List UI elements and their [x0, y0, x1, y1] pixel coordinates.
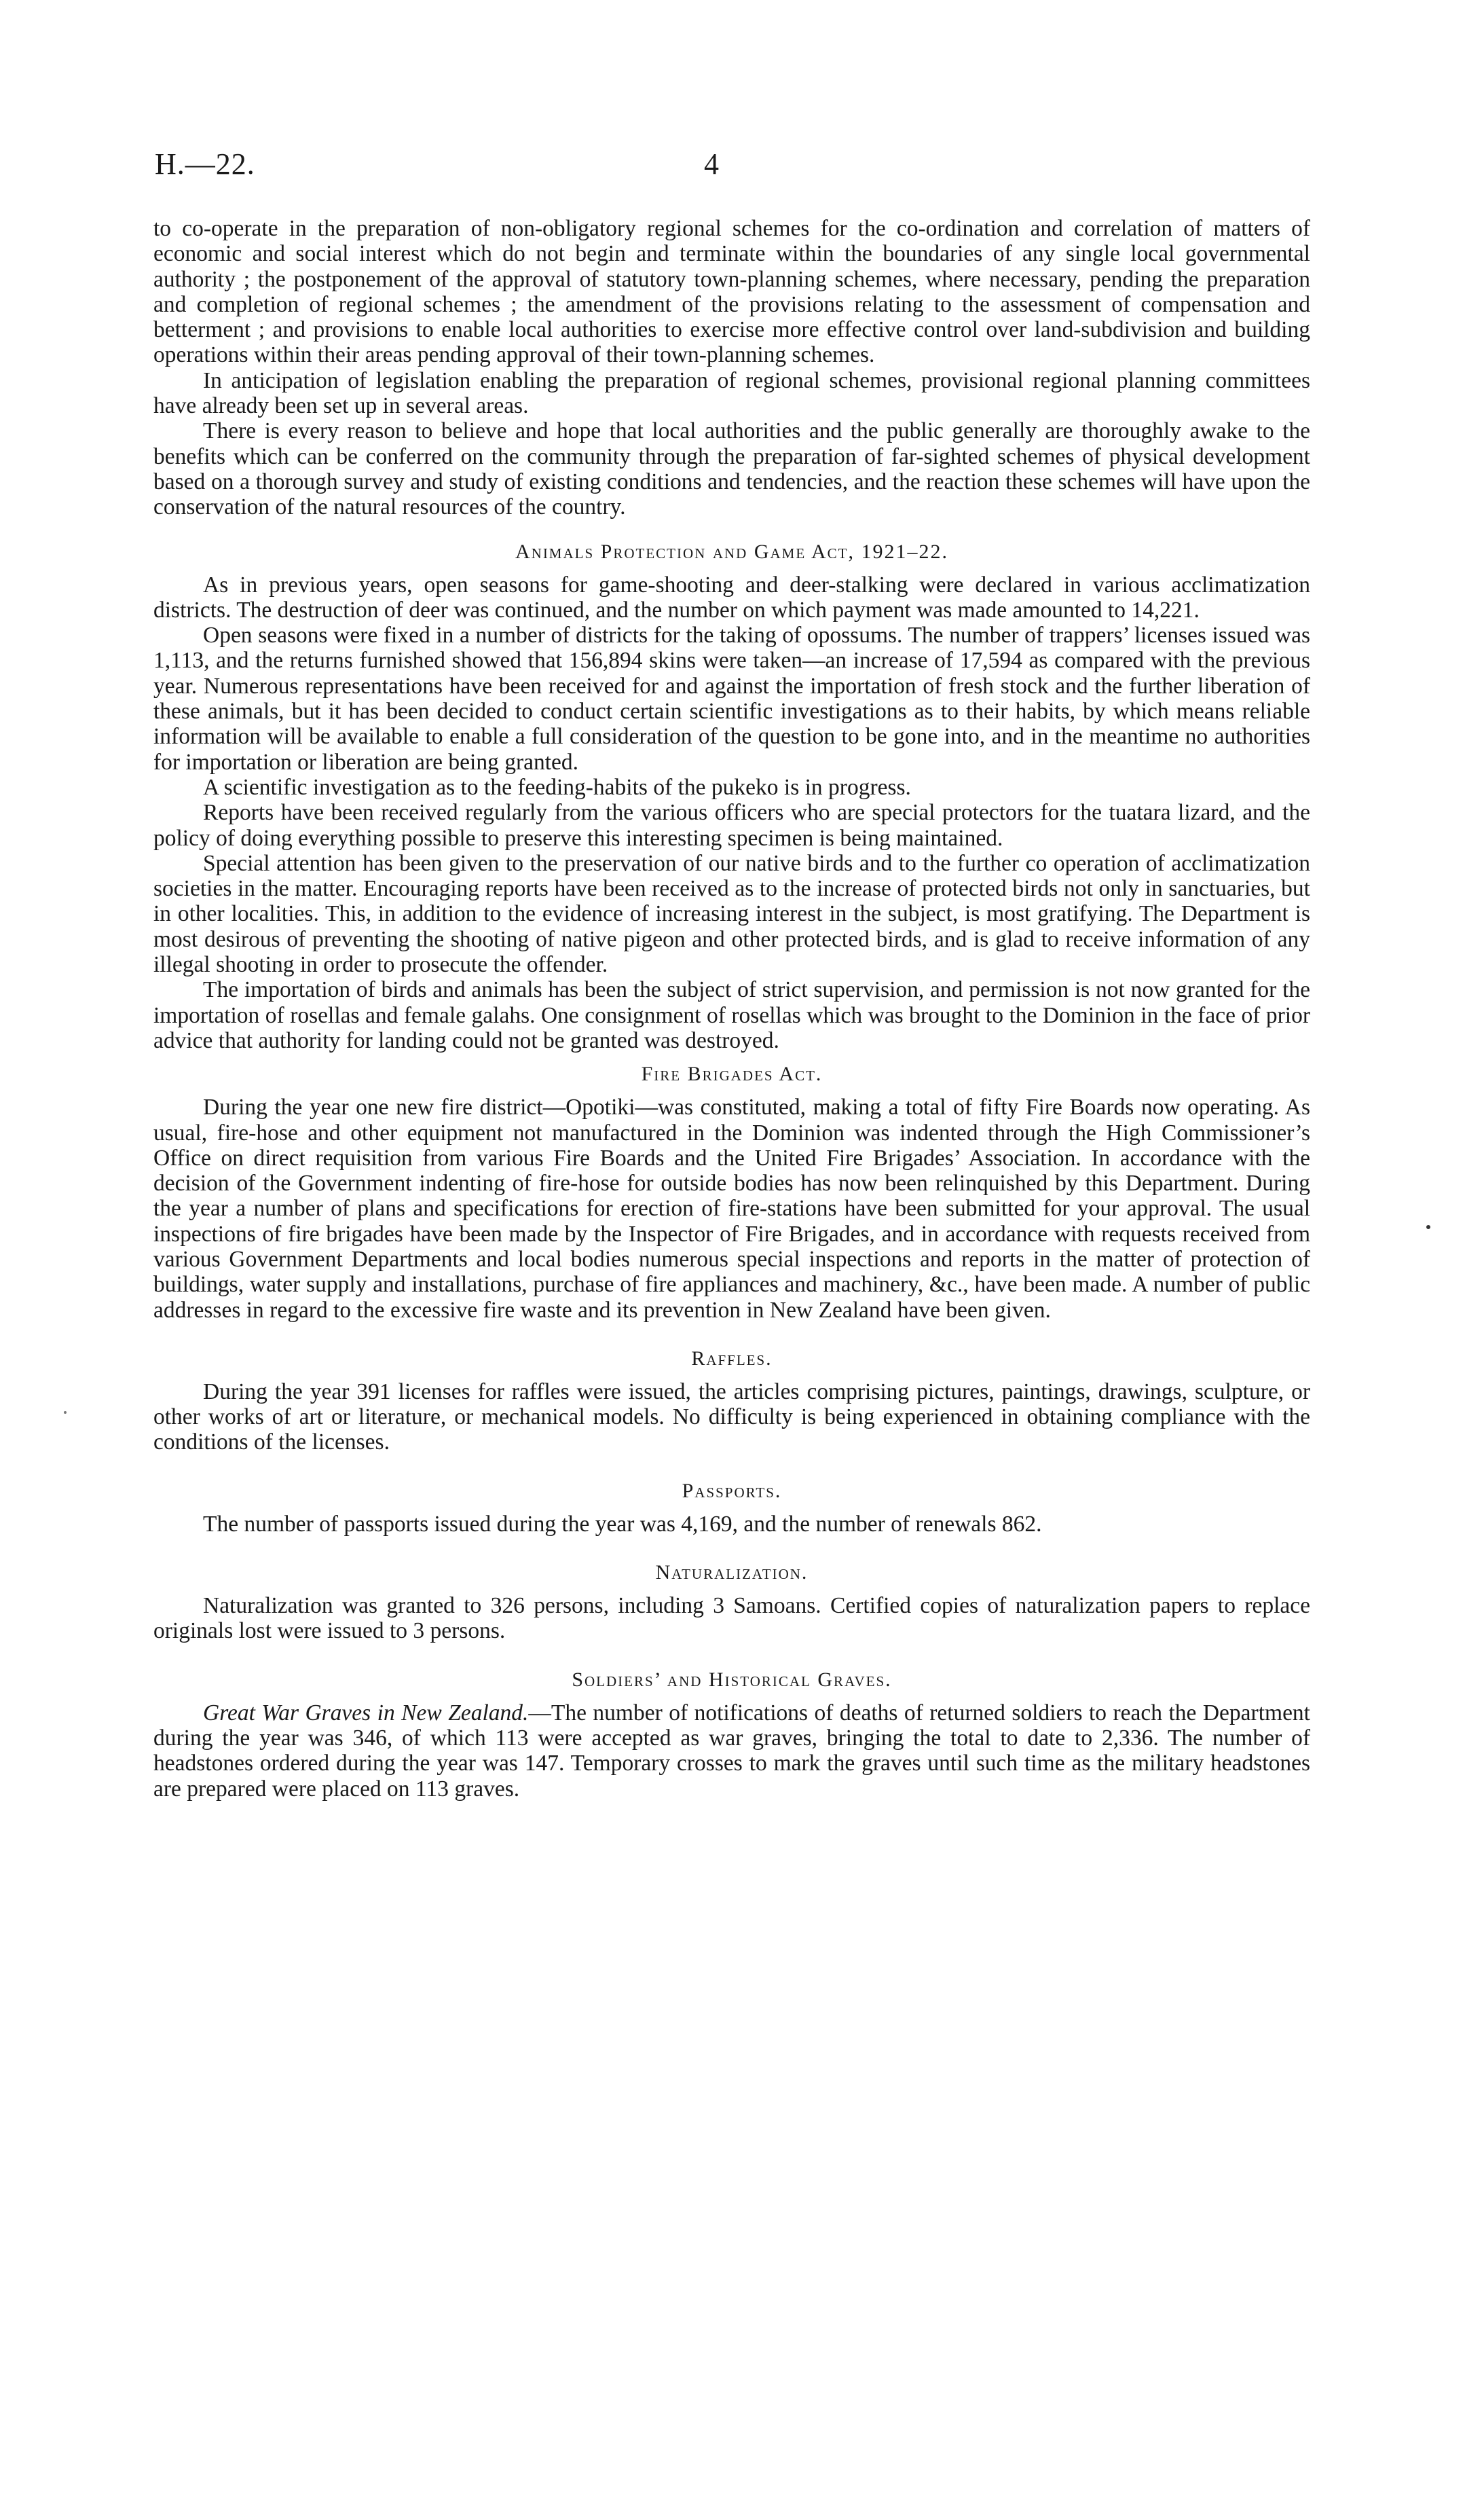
graves-body-text: —The number of notifications of deaths of returned soldiers to reach the Department during the year was 346, of which 113 were accepted as war graves, bringing the total to date to 2,336. The number of headstones ordered during the year was 147. Temporary crosses to mark the graves until such time as the military headstones are prepared were placed on 113 graves.: [153, 1700, 1310, 1802]
intro-paragraph-2: In anticipation of legislation enabling the preparation of regional schemes, provisional regional planning committees have already been set up in several areas.: [153, 367, 1310, 419]
intro-paragraph-1: to co-operate in the preparation of non-obligatory regional schemes for the co-ordination and correlation of matters of economic and social interest which do not begin and terminate within the boundaries of any single local governmental authority ; the postponement of the approval of statutory town-planning schemes, where necessary, pending the preparation and completion of regional schemes ; the amendment of the provisions relating to the assessment of compensation and betterment ; and provisions to enable local authorities to exercise more effective control over land-subdivision and building operations within their areas pending approval of their town-planning schemes.: [153, 216, 1310, 368]
animals-paragraph-1: As in previous years, open seasons for game-shooting and deer-stalking were declared in various acclimatization districts. The destruction of deer was continued, and the number on which payment was made amounted to 14,221.: [153, 572, 1310, 623]
heading-naturalization: Naturalization.: [655, 1561, 809, 1584]
raffles-paragraph-1: During the year 391 licenses for raffles were issued, the articles comprising pictures, paintings, drawings, sculpture, or other works of art or literature, or mechanical models. No difficulty is being experienced in obtaining compliance with the conditions of the licenses.: [153, 1378, 1310, 1455]
passports-paragraph-1: The number of passports issued during the year was 4,169, and the number of renewals 862.: [203, 1511, 1042, 1537]
animals-paragraph-2: Open seasons were fixed in a number of districts for the taking of opossums. The number of trappers’ licenses issued was 1,113, and the returns furnished showed that 156,894 skins were taken—an increase of 17,594 as compared with the previous year. Numerous representations have been received for and against the importation of fresh stock and the further liberation of these animals, but it has been decided to conduct certain scientific investigations as to their habits, by which means reliable information will be available to enable a full consideration of the question to be gone into, and in the meantime no authorities for importation or liberation are being granted.: [153, 623, 1310, 775]
animals-paragraph-4: Reports have been received regularly from the various officers who are special protectors for the tuatara lizard, and the policy of doing everything possible to preserve this interesting specimen is being maintained.: [153, 800, 1310, 851]
page-number: 4: [704, 147, 719, 181]
animals-paragraph-6: The importation of birds and animals has been the subject of strict supervision, and permission is not now granted for the importation of rosellas and female galahs. One consignment of rosellas which was brought to the Dominion in the face of prior advice that authority for landing could not be granted was destroyed.: [153, 977, 1310, 1053]
naturalization-paragraph-1: Naturalization was granted to 326 persons, including 3 Samoans. Certified copies of naturalization papers to replace originals lost were issued to 3 persons.: [153, 1593, 1310, 1644]
scan-mark-left: [64, 1411, 67, 1414]
heading-passports: Passports.: [682, 1479, 782, 1502]
graves-lead-title: Great War Graves in New Zealand.: [203, 1700, 529, 1725]
heading-raffles: Raffles.: [691, 1347, 773, 1370]
body-text: [153, 216, 1310, 1802]
document-id: H.—22.: [155, 147, 255, 181]
graves-paragraph-1: [153, 1700, 1310, 1802]
heading-fire-brigades: Fire Brigades Act.: [641, 1063, 823, 1086]
animals-paragraph-3: A scientific investigation as to the feeding-habits of the pukeko is in progress.: [203, 774, 911, 800]
animals-paragraph-5: Special attention has been given to the preservation of our native birds and to the further co operation of acclimatization societies in the matter. Encouraging reports have been received as to the increase of protected birds not only in sanctuaries, but in other localities. This, in addition to the evidence of increasing interest in the subject, is most gratifying. The Department is most desirous of preventing the shooting of native pigeon and other protected birds, and is glad to receive information of any illegal shooting in order to prosecute the offender.: [153, 850, 1310, 978]
intro-paragraph-3: There is every reason to believe and hope that local authorities and the public generally are thoroughly awake to the benefits which can be conferred on the community through the preparation of far-sighted schemes of physical development based on a thorough survey and study of existing conditions and tendencies, and the reaction these schemes will have upon the conservation of the natural resources of the country.: [153, 418, 1310, 520]
scan-mark-right: [1426, 1225, 1430, 1229]
fire-paragraph-1: During the year one new fire district—Opotiki—was constituted, making a total of fifty Fire Boards now operating. As usual, fire-hose and other equipment not manufactured in the Dominion was indented through the High Commissioner’s Office on direct requisition from various Fire Boards and the United Fire Brigades’ Association. In accordance with the decision of the Government indenting of fire-hose for outside bodies has now been relinquished by this Department. During the year a number of plans and specifications for erection of fire-stations have been submitted for your approval. The usual inspections of fire brigades have been made by the Inspector of Fire Brigades, and in accordance with requests received from various Government Departments and local bodies numerous special inspections and reports in the matter of protection of buildings, water supply and installations, purchase of fire appliances and machinery, &c., have been made. A number of public addresses in regard to the excessive fire waste and its prevention in New Zealand have been given.: [153, 1095, 1310, 1323]
heading-animals-protection: Animals Protection and Game Act, 1921–22.: [515, 540, 948, 563]
page-header: [153, 147, 1310, 187]
heading-soldiers-graves: Soldiers’ and Historical Graves.: [572, 1668, 892, 1691]
